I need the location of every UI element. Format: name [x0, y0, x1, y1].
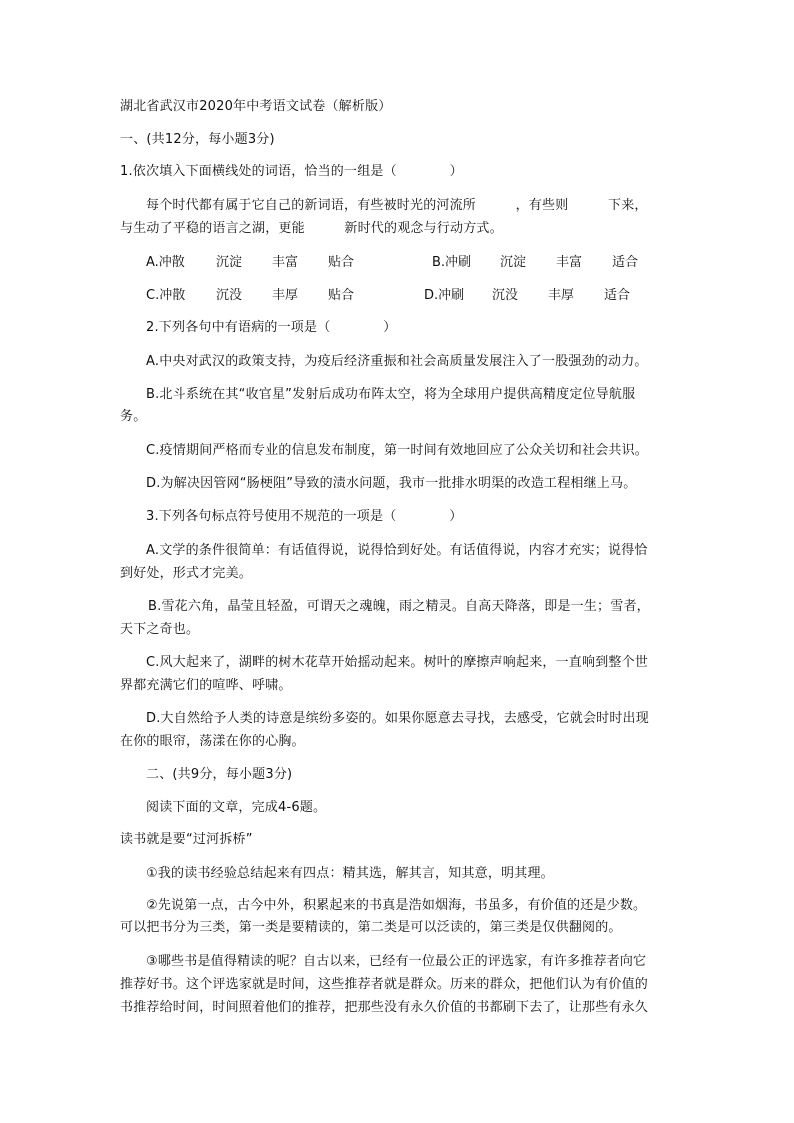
- option-word: 贴合: [328, 255, 355, 270]
- question-2-option-b-line-2: 务。: [120, 409, 147, 424]
- question-3-option-c-line-2: 界都充满它们的喧哗、呼啸。: [120, 678, 292, 693]
- option-label: B.冲刷: [432, 255, 472, 270]
- question-1-option-a: [146, 255, 384, 271]
- option-label: C.冲散: [146, 288, 186, 303]
- question-3-option-d-line-2: 在你的眼帘，荡漾在你的心胸。: [120, 734, 305, 749]
- question-3-option-a-line-1: A.文学的条件很简单：有话值得说，说得恰到好处。有话值得说，内容才充实；说得恰: [146, 543, 648, 558]
- question-3-option-d-line-1: D.大自然给予人类的诗意是缤纷多姿的。如果你愿意去寻找，去感受，它就会时时出现: [146, 711, 649, 726]
- option-word: 丰富: [272, 255, 299, 270]
- option-word: 沉没: [216, 288, 243, 303]
- option-word: 贴合: [328, 288, 355, 303]
- option-label: A.冲散: [146, 255, 185, 270]
- option-word: 适合: [612, 255, 639, 270]
- option-word: 适合: [604, 288, 631, 303]
- option-word: 丰厚: [272, 288, 299, 303]
- question-3-stem: 3.下列各句标点符号使用不规范的一项是（ ）: [146, 509, 463, 524]
- article-paragraph-3-line-2: 推荐好书。这个评选家就是时间，这些推荐者就是群众。历来的群众，把他们认为有价值的: [120, 977, 649, 992]
- section-heading-1: 一、(共12分，每小题3分): [120, 132, 275, 147]
- article-paragraph-1: ①我的读书经验总结起来有四点：精其选，解其言，知其意，明其理。: [146, 866, 554, 881]
- option-word: 沉没: [492, 288, 519, 303]
- question-2-stem: 2.下列各句中有语病的一项是（ ）: [146, 320, 397, 335]
- question-1-paragraph-line-2: 与生动了平稳的语言之湖，更能 新时代的观念与行动方式。: [120, 221, 503, 236]
- article-paragraph-2-line-2: 可以把书分为三类，第一类是要精读的，第二类是可以泛读的，第三类是仅供翻阅的。: [120, 920, 622, 935]
- option-label: D.冲刷: [424, 288, 465, 303]
- question-2-option-d: D.为解决因管网“肠梗阻”导致的渍水问题，我市一批排水明渠的改造工程相继上马。: [146, 476, 637, 491]
- option-word: 丰厚: [548, 288, 575, 303]
- question-3-option-a-line-2: 到好处，形式才完美。: [120, 566, 253, 581]
- reading-instruction: 阅读下面的文章，完成4-6题。: [146, 800, 327, 815]
- document-title: 湖北省武汉市2020年中考语文试卷（解析版）: [120, 99, 392, 114]
- question-1-paragraph-line-1: 每个时代都有属于它自己的新词语，有些被时光的河流所 ，有些则 下来，: [146, 198, 648, 213]
- article-paragraph-2-line-1: ②先说第一点，古今中外，积累起来的书真是浩如烟海，书虽多，有价值的还是少数。: [146, 898, 647, 913]
- question-1-option-b: [432, 255, 668, 271]
- question-1-option-c: [146, 288, 384, 304]
- question-1-stem: 1.依次填入下面横线处的词语，恰当的一组是（ ）: [120, 164, 463, 179]
- article-title: 读书就是要“过河拆桥”: [120, 832, 253, 847]
- question-2-option-a: A.中央对武汉的政策支持，为疫后经济重振和社会高质量发展注入了一股强劲的动力。: [146, 354, 648, 369]
- question-1-option-d: [424, 288, 660, 304]
- option-word: 沉淀: [500, 255, 527, 270]
- option-word: 沉淀: [216, 255, 243, 270]
- article-paragraph-3-line-3: 书推荐给时间，时间照着他们的推荐，把那些没有永久价值的书都刷下去了，让那些有永久: [120, 1000, 649, 1015]
- question-3-option-b-line-2: 天下之奇也。: [120, 622, 200, 637]
- question-3-option-c-line-1: C.风大起来了，湖畔的树木花草开始摇动起来。树叶的摩擦声响起来，一直响到整个世: [146, 655, 649, 670]
- question-3-option-b-line-1: B.雪花六角，晶莹且轻盈，可谓天之魂魄，雨之精灵。自高天降落，即是一生；雪者，: [148, 599, 650, 614]
- section-heading-2: 二、(共9分，每小题3分): [146, 767, 293, 782]
- question-2-option-c: C.疫情期间严格而专业的信息发布制度，第一时间有效地回应了公众关切和社会共识。: [146, 443, 649, 458]
- option-word: 丰富: [556, 255, 583, 270]
- question-2-option-b-line-1: B.北斗系统在其“收官星”发射后成功布阵太空，将为全球用户提供高精度定位导航服: [146, 387, 636, 402]
- article-paragraph-3-line-1: ③哪些书是值得精读的呢？自古以来，已经有一位最公正的评选家，有许多推荐者向它: [146, 954, 647, 969]
